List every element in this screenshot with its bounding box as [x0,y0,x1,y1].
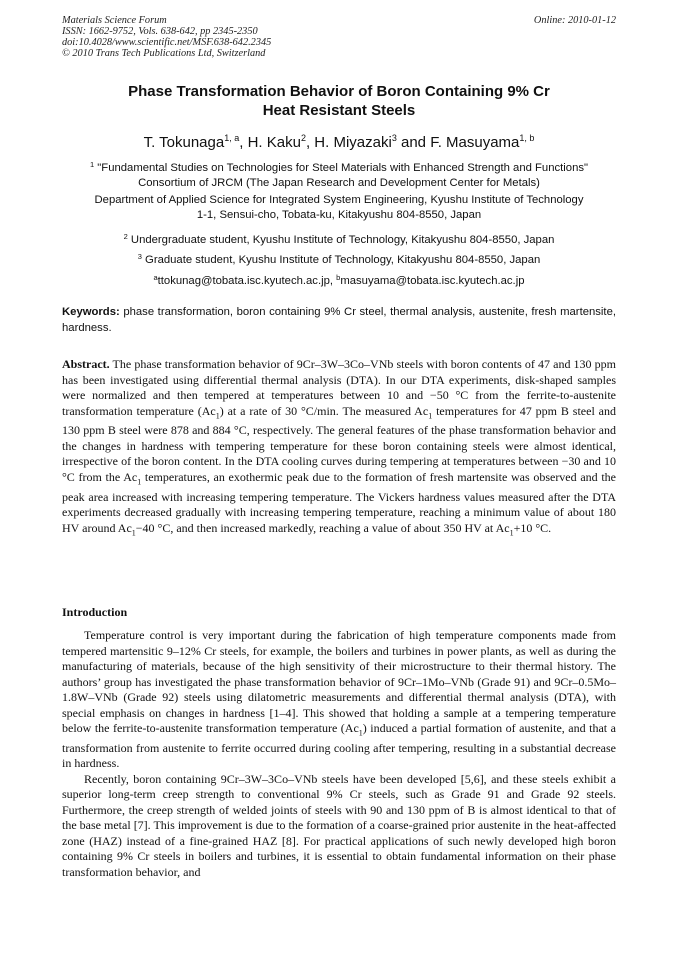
abstract-text-3: temperatures for 47 ppm B steel and 130 ppm B steel were 878 and 884 °C, respectively. The general features of the phase transformation behavior and the changes in hardness with tempering temperature for these boron containing steels were almost identical, irrespective of the boron content. In the DTA cooling curves during tempering at temperatures between −30 and 10 °C from the Ac [62,403,616,484]
email-b: masuyama@tobata.isc.kyutech.ac.jp [340,275,525,287]
author-1: T. Tokunaga [143,134,225,151]
email-line [62,270,616,289]
author-list [62,128,616,153]
keywords-section [62,305,616,336]
email-a-mark: a [153,273,158,282]
abstract-sub-2: 1 [428,410,433,420]
affiliation-3-mark: 3 [137,252,142,261]
abstract-sub-5: 1 [509,528,514,538]
affiliation-3 [62,249,616,268]
keywords-text: phase transformation, boron containing 9% Cr steel, thermal analysis, austenite, fresh martensite, hardness. [62,306,616,334]
intro-p1-sub: 1 [358,728,363,738]
paper-title [62,82,616,120]
intro-paragraph-2: Recently, boron containing 9Cr–3W–3Co–VNb steels have been developed [5,6], and these steels exhibit a superior long-term creep strength to conventional 9% Cr steels, such as Grade 91 and Grade 92 steels. Furthermore, the creep strength of welded joints of steels with 90 and 130 ppm of B is almost identical to that of the base metal [7]. This improvement is due to the formation of a coarse-grained prior austenite in the heat-affected zone (HAZ) instead of a fine-grained HAZ [8]. For practical applications of such newly developed high boron containing 9% Cr steels in boilers and turbines, it is essential to obtain fundamental information on their phase transformation behavior, and [62,771,616,879]
affiliation-2-text: Undergraduate student, Kyushu Institute of Technology, Kitakyushu 804-8550, Japan [127,234,555,246]
copyright-line: © 2010 Trans Tech Publications Ltd, Switzerland [62,48,266,59]
author-2: , H. Kaku [239,134,301,151]
affiliation-1-line-2: Consortium of JRCM (The Japan Research and Development Center for Metals) [138,177,540,190]
abstract-sub-4: 1 [131,528,136,538]
intro-paragraph-1 [62,628,616,772]
introduction-heading: Introduction [62,605,128,619]
author-3: , H. Miyazaki [305,134,392,151]
intro-p1-text-a: Temperature control is very important during the fabrication of high temperature components made from tempered martensitic 9–12% Cr steels, for example, the boilers and turbines in power plants, as well as during the manufacturing of materials, because of the high sensitivity of their microstructure to their thermal history. The authors’ group has investigated the phase transformation behavior of 9Cr–1Mo–VNb (Grade 91) and 9Cr–0.5Mo–1.8W–VNb (Grade 92) steels using dilatometric measurements and differential thermal analysis (DTA), with special emphasis on changes in hardness [1–4]. This showed that holding a sample at a tempering temperature below the ferrite-to-austenite transformation temperature (Ac [62,628,616,735]
author-4-affiliation: 1, b [519,133,535,143]
abstract-text-1: The phase transformation behavior of 9Cr–3W–3Co–VNb steels with boron contents of 47 and 130 ppm has been investigated using differential thermal analysis (DTA). In our DTA experiments, disk-shaped samples were normalized and then tempered at temperatures between 10 and −50 °C from the ferrite-to-austenite transformation temperature (Ac [62,357,616,418]
department-line-2: 1-1, Sensui-cho, Tobata-ku, Kitakyushu 804-8550, Japan [196,209,482,222]
affiliation-2 [62,229,616,248]
abstract-sub-1: 1 [215,410,220,420]
abstract-text-2: ) at a rate of 30 °C/min. The measured Ac [219,403,429,418]
abstract-text-6: +10 °C. [513,520,552,535]
abstract-label: Abstract. [62,357,110,371]
abstract-sub-3: 1 [137,477,142,487]
email-b-mark: b [336,273,341,282]
journal-name: Materials Science Forum [62,15,167,26]
affiliation-2-mark: 2 [123,232,128,241]
keywords-label: Keywords: [62,306,120,318]
title-line-2: Heat Resistant Steels [262,102,416,119]
publication-header [62,15,616,59]
author-1-affiliation: 1, a [224,133,240,143]
department-line-1: Department of Applied Science for Integrated System Engineering, Kyushu Institute of Technology [94,194,584,206]
email-a: ttokunag@tobata.isc.kyutech.ac.jp, [157,275,337,287]
abstract-text-4: temperatures, an exothermic peak due to the formation of fresh martensite was observed and the peak area increased with increasing tempering temperature. The Vickers hardness values measured after the DTA experiments decreased gradually with increasing tempering temperature, reaching a minimum value of about 180 HV around Ac [62,469,616,535]
doi-line: doi:10.4028/www.scientific.net/MSF.638-642.2345 [62,37,272,48]
affiliation-1 [62,157,616,192]
title-line-1: Phase Transformation Behavior of Boron Containing 9% Cr [128,83,550,100]
abstract-text-5: −40 °C, and then increased markedly, reaching a value of about 350 HV at Ac [135,520,510,535]
online-date: Online: 2010-01-12 [533,15,616,26]
author-3-affiliation: 3 [391,133,397,143]
author-2-affiliation: 2 [300,133,306,143]
intro-p1-text-b: ) induced a partial formation of austenite, and that a transformation from austenite to ferrite occurred during cooling after tempering, resulting in a substantial decrease in hardness. [62,721,616,771]
affiliation-1-line-1: "Fundamental Studies on Technologies for Steel Materials with Enhanced Strength and Functions" [94,162,589,174]
author-4: and F. Masuyama [396,134,520,151]
affiliation-1-mark: 1 [89,160,95,169]
affiliation-3-text: Graduate student, Kyushu Institute of Technology, Kitakyushu 804-8550, Japan [141,254,541,266]
issn-line: ISSN: 1662-9752, Vols. 638-642, pp 2345-2350 [62,26,258,37]
introduction-section [62,628,616,880]
department-address [62,193,616,224]
abstract-section [62,357,616,541]
